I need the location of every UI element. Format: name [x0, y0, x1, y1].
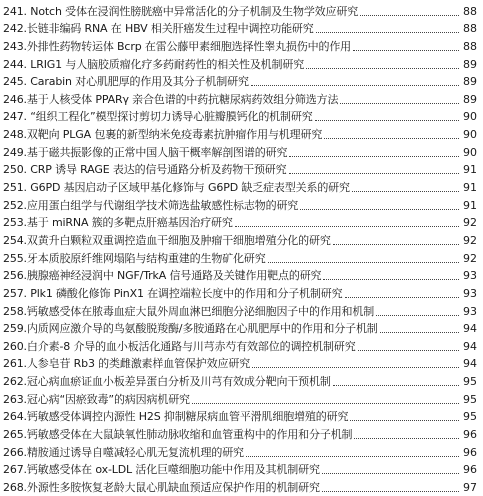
toc-entry-title: 242.长链非编码 RNA 在 HBV 相关肝癌发生过程中调控功能研究 — [3, 22, 314, 36]
toc-entry[interactable] — [0, 460, 483, 478]
toc-entry[interactable] — [0, 407, 483, 425]
dot-leader — [316, 32, 459, 33]
toc-entry-title: 265.钙敏感受体在大鼠缺氧性肺动脉收缩和血管重构中的作用和分子机制 — [3, 428, 353, 442]
toc-entry[interactable] — [0, 442, 483, 460]
toc-entry-page-number: 88 — [459, 22, 477, 36]
toc-entry-page-number: 92 — [459, 216, 477, 230]
dot-leader — [251, 85, 459, 86]
toc-entry-title: 261.人参皂苷 Rb3 的类雌激素样血管保护效应研究 — [3, 357, 251, 371]
toc-entry-title: 243.外排性药物转运体 Bcrp 在雷公藤甲素细胞选择性睾丸损伤中的作用 — [3, 39, 352, 53]
toc-entry-page-number: 90 — [459, 110, 477, 124]
toc-entry[interactable] — [0, 142, 483, 160]
toc-entry-title: 250. CRP 诱导 RAGE 表达的信号通路分析及药物干预研究 — [3, 163, 287, 177]
toc-entry-page-number: 94 — [459, 322, 477, 336]
toc-entry-title: 258.钙敏感受体在脓毒血症大鼠外周血淋巴细胞分泌细胞因子中的作用和机制 — [3, 304, 375, 318]
toc-entry-page-number: 89 — [459, 75, 477, 89]
dot-leader — [252, 367, 459, 368]
dot-leader — [300, 209, 459, 210]
toc-entry[interactable] — [0, 336, 483, 354]
dot-leader — [358, 350, 459, 351]
toc-entry-page-number: 95 — [459, 393, 477, 407]
dot-leader — [324, 138, 459, 139]
toc-entry-page-number: 90 — [459, 146, 477, 160]
dot-leader — [354, 438, 459, 439]
toc-entry-title: 246.基于人核受体 PPARγ 亲合色谱的中药抗糖尿病药效组分筛选方法 — [3, 92, 339, 106]
toc-entry[interactable] — [0, 54, 483, 72]
toc-entry-page-number: 91 — [459, 163, 477, 177]
dot-leader — [322, 491, 459, 492]
toc-entry[interactable] — [0, 72, 483, 90]
toc-entry-page-number: 96 — [459, 428, 477, 442]
toc-entry[interactable] — [0, 1, 483, 19]
dot-leader — [360, 15, 459, 16]
toc-entry-page-number: 93 — [459, 305, 477, 319]
toc-entry-page-number: 88 — [459, 5, 477, 19]
toc-entry[interactable] — [0, 354, 483, 372]
toc-entry-title: 252.应用蛋白组学与代谢组学技术筛选盐敏感性标志物的研究 — [3, 198, 299, 212]
toc-entry-title: 263.冠心病“因瘀致毒”的病因病机研究 — [3, 392, 190, 406]
toc-entry[interactable] — [0, 124, 483, 142]
toc-entry[interactable] — [0, 195, 483, 213]
toc-entry-title: 255.牙本质胶原纤维网塌陷与结构重建的生物矿化研究 — [3, 251, 266, 265]
toc-entry-page-number: 95 — [459, 410, 477, 424]
toc-entry-title: 248.双靶向 PLGA 包裹的新型纳米免疫毒素抗肿瘤作用与机理研究 — [3, 128, 323, 142]
toc-entry-title: 264.钙敏感受体调控内源性 H2S 抑制糖尿病血管平滑肌细胞增殖的研究 — [3, 410, 349, 424]
toc-entry-page-number: 92 — [459, 234, 477, 248]
toc-entry[interactable] — [0, 371, 483, 389]
dot-leader — [246, 456, 459, 457]
toc-entry-title: 268.外源性多胺恢复老龄大鼠心肌缺血预适应保护作用的机制研究 — [3, 480, 320, 494]
toc-entry-page-number: 96 — [459, 463, 477, 477]
toc-entry-page-number: 94 — [459, 340, 477, 354]
toc-entry-page-number: 93 — [459, 287, 477, 301]
dot-leader — [315, 120, 459, 121]
toc-entry-page-number: 89 — [459, 93, 477, 107]
toc-entry-title: 254.双黄升白颗粒双重调控造血干细胞及肿瘤干细胞增殖分化的研究 — [3, 233, 331, 247]
dot-leader — [323, 279, 459, 280]
toc-entry-title: 266.精胺通过诱导自噬减轻心肌无复流机理的研究 — [3, 445, 244, 459]
dot-leader — [340, 103, 459, 104]
toc-entry-title: 244. LRIG1 与人脑胶质瘤化疗多药耐药性的相关性及机制研究 — [3, 57, 305, 71]
toc-entry-title: 251. G6PD 基因启动子区域甲基化修饰与 G6PD 缺乏症表型关系的研究 — [3, 181, 350, 195]
toc-entry[interactable] — [0, 19, 483, 37]
toc-entry[interactable] — [0, 36, 483, 54]
dot-leader — [192, 403, 459, 404]
toc-entry-title: 247. “组织工程化”模型探讨剪切力诱导心脏瓣膜钙化的机制研究 — [3, 110, 313, 124]
dot-leader — [345, 297, 460, 298]
toc-entry[interactable] — [0, 177, 483, 195]
dot-leader — [235, 226, 459, 227]
toc-entry[interactable] — [0, 389, 483, 407]
toc-entry-title: 260.白介素-8 介导的血小板活化通路与川芎赤芍有效部位的调控机制研究 — [3, 339, 356, 353]
dot-leader — [322, 473, 459, 474]
toc-entry[interactable] — [0, 107, 483, 125]
toc-entry-page-number: 92 — [459, 252, 477, 266]
dot-leader — [333, 244, 459, 245]
dot-leader — [350, 420, 459, 421]
toc-entry[interactable] — [0, 283, 483, 301]
dot-leader — [353, 50, 459, 51]
toc-entry-title: 267.钙敏感受体在 ox-LDL 活化巨噬细胞功能中作用及其机制研究 — [3, 463, 320, 477]
toc-entry-title: 253.基于 miRNA 簇的多靶点肝癌基因治疗研究 — [3, 216, 233, 230]
toc-entry-page-number: 96 — [459, 446, 477, 460]
toc-entry[interactable] — [0, 213, 483, 231]
toc-entry-page-number: 88 — [459, 40, 477, 54]
toc-entry-title: 259.内质网应激介导的鸟氨酸脱羧酶/多胺通路在心肌肥厚中的作用和分子机制 — [3, 322, 378, 336]
toc-entry-page-number: 94 — [459, 357, 477, 371]
dot-leader — [289, 156, 459, 157]
toc-entry-title: 262.冠心病血瘀证血小板差异蛋白分析及川芎有效成分靶向干预机制 — [3, 375, 331, 389]
toc-entry[interactable] — [0, 160, 483, 178]
toc-entry-title: 241. Notch 受体在浸润性膀胱癌中异常活化的分子机制及生物学效应研究 — [3, 4, 359, 18]
toc-entry-page-number: 91 — [459, 199, 477, 213]
toc-entry[interactable] — [0, 477, 483, 495]
toc-entry[interactable] — [0, 89, 483, 107]
toc-entry-page-number: 93 — [459, 269, 477, 283]
toc-entry-page-number: 95 — [459, 375, 477, 389]
toc-entry-page-number: 91 — [459, 181, 477, 195]
dot-leader — [268, 262, 459, 263]
toc-entry-title: 257. Plk1 磷酸化修饰 PinX1 在调控端粒长度中的作用和分子机制研究 — [3, 286, 343, 300]
toc-entry[interactable] — [0, 319, 483, 337]
dot-leader — [289, 173, 460, 174]
toc-entry-title: 256.胰腺癌神经浸润中 NGF/TrkA 信号通路及关键作用靶点的研究 — [3, 269, 322, 283]
dot-leader — [380, 332, 459, 333]
dot-leader — [352, 191, 459, 192]
toc-entry[interactable] — [0, 230, 483, 248]
toc-entry-page-number: 97 — [459, 481, 477, 495]
toc-entry-title: 245. Carabin 对心肌肥厚的作用及其分子机制研究 — [3, 75, 249, 89]
toc-entry-title: 249.基于磁共振影像的正常中国人脑干概率解剖图谱的研究 — [3, 145, 288, 159]
toc-entry[interactable] — [0, 301, 483, 319]
toc-entry[interactable] — [0, 266, 483, 284]
dot-leader — [376, 315, 459, 316]
toc-entry[interactable] — [0, 248, 483, 266]
dot-leader — [333, 385, 459, 386]
dot-leader — [306, 68, 459, 69]
toc-entry-page-number: 90 — [459, 128, 477, 142]
toc-entry[interactable] — [0, 424, 483, 442]
toc-entry-page-number: 89 — [459, 58, 477, 72]
